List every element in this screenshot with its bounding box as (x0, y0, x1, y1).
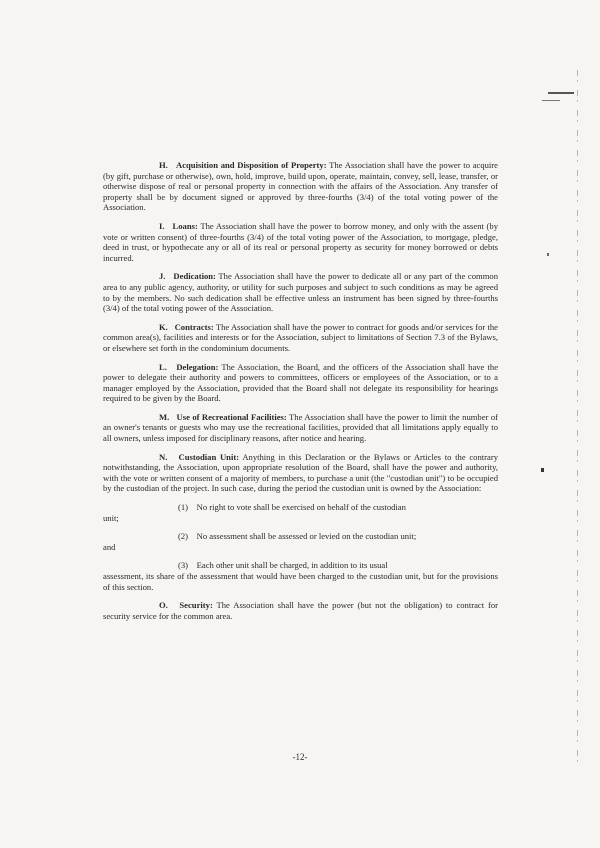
scan-speck (541, 468, 544, 472)
paragraph-letter: K. (159, 321, 168, 332)
subitem-continuation: and (103, 541, 116, 552)
paragraph-j (103, 271, 498, 313)
subitem-text: No right to vote shall be exercised on behalf of the custodian (196, 502, 406, 513)
subitem-text: Each other unit shall be charged, in addition to its usual (196, 560, 388, 571)
scan-speck (547, 253, 549, 256)
paragraph-text: Anything in this Declaration or the Bylaws or Articles to the contrary notwithstanding, the Association, upon appropriate resolution of the Board, shall have the power and authority, with the vote or written consent of a majority of members, to purchase a unit (the "custodian unit") to be occupied by the custodian of the project. In such case, during the period the custodian unit is owned by the Association: (103, 451, 498, 494)
paragraph-letter: N. (159, 451, 168, 462)
paragraph-i (103, 221, 498, 263)
paragraph-heading: Delegation: (176, 361, 219, 372)
scan-edge-mark (548, 92, 574, 94)
subitem-number: (1) (178, 502, 189, 513)
paragraph-heading: Loans: (172, 220, 198, 231)
paragraph-k (103, 322, 498, 354)
document-body (103, 160, 498, 629)
paragraph-heading: Use of Recreational Facilities: (176, 411, 287, 422)
subitem-3 (103, 560, 498, 592)
paragraph-letter: H. (159, 160, 168, 170)
subitem-number: (3) (178, 560, 189, 571)
paragraph-heading: Dedication: (173, 271, 216, 282)
paragraph-text: The Association, the Board, and the officers of the Association shall have the power to delegate their authority and powers to committees, officers or employees of the Association, or to a manager employed by the Association, provided that the Board shall not delegate its responsibility for hearings required to be given by the Board. (103, 361, 499, 404)
subitem-text: No assessment shall be assessed or levied on the custodian unit; (196, 531, 417, 542)
scan-edge-mark (542, 100, 560, 101)
paragraph-text: The Association shall have the power to dedicate all or any part of the common area to any public agency, authority, or utility for such purposes and subject to such conditions as may be agreed to by the members. No such dedication shall be effective unless an instrument has been signed by three-fourths (3/4) of the total voting power of the Association. (103, 271, 498, 314)
subitem-number: (2) (178, 531, 189, 542)
paragraph-text: The Association shall have the power (but not the obligation) to contract for security service for the common area. (103, 600, 498, 621)
paragraph-n (103, 452, 498, 494)
paragraph-heading: Custodian Unit: (178, 451, 240, 462)
paragraph-text: The Association shall have the power to limit the number of an owner's tenants or guests who may use the recreational facilities, provided that all limitations apply equally to all owners, unless imposed for disciplinary reasons, after notice and hearing. (103, 411, 498, 444)
subitem-2 (103, 531, 498, 552)
subitem-1 (103, 502, 498, 523)
paragraph-letter: O. (159, 600, 168, 611)
paragraph-o (103, 600, 498, 621)
paragraph-heading: Acquisition and Disposition of Property: (175, 160, 327, 170)
paragraph-l (103, 362, 498, 404)
paragraph-letter: L. (159, 361, 167, 372)
subitem-continuation: unit; (103, 512, 119, 523)
paragraph-text: The Association shall have the power to acquire (by gift, purchase or otherwise), own, hold, improve, build upon, operate, maintain, convey, sell, lease, transfer, or otherwise dispose of real or personal property in connection with the affairs of the Association. Any transfer of property shall be by document signed or approved by three-fourths (3/4) of the total voting power of the Association. (103, 160, 498, 213)
paragraph-h (103, 160, 498, 213)
paragraph-letter: J. (159, 271, 166, 282)
scan-edge-line (577, 70, 578, 770)
paragraph-letter: I. (159, 220, 165, 231)
paragraph-heading: Security: (179, 600, 213, 611)
paragraph-heading: Contracts: (174, 321, 214, 332)
paragraph-text: The Association shall have the power to borrow money, and only with the assent (by vote or written consent) of three-fourths (3/4) of the total voting power of the Association, to mortgage, pledge, deed in trust, or hypothecate any or all of its real or personal property as security for money borrowed or debts incurred. (103, 220, 498, 263)
paragraph-text: The Association shall have the power to contract for goods and/or services for the common area(s), facilities and interests or for the Association, subject to limitations of Section 7.3 of the Bylaws, or elsewhere set forth in the condominium documents. (103, 321, 498, 353)
subitem-continuation: assessment, its share of the assessment that would have been charged to the custodian unit, but for the provisions of this section. (103, 571, 498, 592)
page-number: -12- (292, 752, 308, 762)
paragraph-letter: M. (159, 411, 170, 422)
paragraph-m (103, 412, 498, 444)
